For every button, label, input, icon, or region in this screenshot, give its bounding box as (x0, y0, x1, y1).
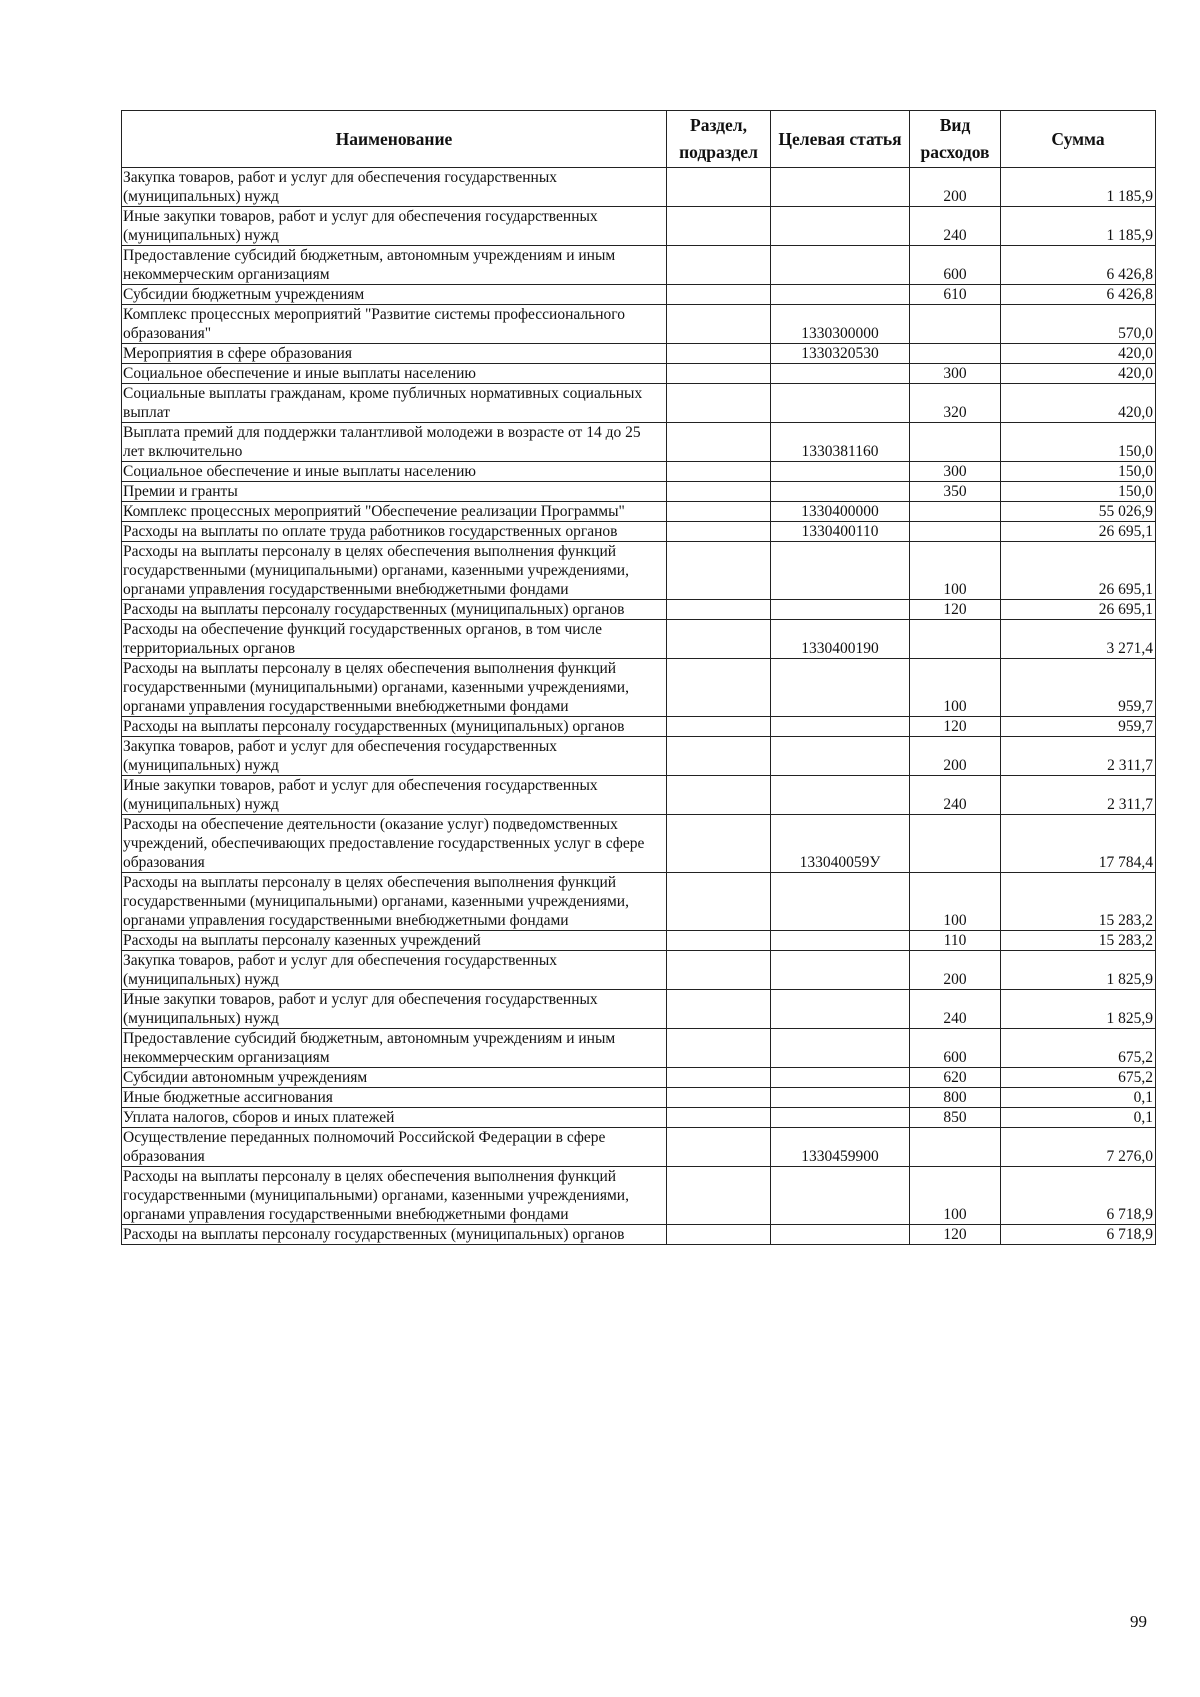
cell-sum: 6 718,9 (1001, 1167, 1156, 1225)
cell-name: Уплата налогов, сборов и иных платежей (122, 1108, 667, 1128)
cell-section (667, 384, 771, 423)
table-row (122, 717, 1156, 737)
cell-kind: 120 (910, 717, 1001, 737)
table-row (122, 620, 1156, 659)
cell-target: 1330300000 (771, 305, 910, 344)
table-row (122, 246, 1156, 285)
table-row (122, 990, 1156, 1029)
cell-kind (910, 815, 1001, 873)
cell-sum: 1 185,9 (1001, 168, 1156, 207)
cell-sum: 7 276,0 (1001, 1128, 1156, 1167)
cell-target (771, 990, 910, 1029)
cell-target (771, 659, 910, 717)
cell-section (667, 462, 771, 482)
cell-section (667, 737, 771, 776)
cell-target: 133040059У (771, 815, 910, 873)
cell-kind: 300 (910, 364, 1001, 384)
cell-name: Расходы на выплаты персоналу казенных учреждений (122, 931, 667, 951)
header-kind: Вид расходов (910, 111, 1001, 168)
header-target: Целевая статья (771, 111, 910, 168)
cell-kind: 610 (910, 285, 1001, 305)
table-row (122, 542, 1156, 600)
cell-section (667, 364, 771, 384)
header-sum: Сумма (1001, 111, 1156, 168)
cell-section (667, 168, 771, 207)
cell-kind: 350 (910, 482, 1001, 502)
header-section: Раздел, подраздел (667, 111, 771, 168)
table-row (122, 1128, 1156, 1167)
cell-target (771, 600, 910, 620)
table-row (122, 1225, 1156, 1245)
cell-section (667, 1029, 771, 1068)
cell-section (667, 482, 771, 502)
table-row (122, 600, 1156, 620)
cell-sum: 0,1 (1001, 1108, 1156, 1128)
cell-kind: 100 (910, 1167, 1001, 1225)
cell-section (667, 620, 771, 659)
cell-kind (910, 423, 1001, 462)
table-row (122, 305, 1156, 344)
table-row (122, 344, 1156, 364)
cell-sum: 420,0 (1001, 344, 1156, 364)
cell-section (667, 873, 771, 931)
cell-kind (910, 620, 1001, 659)
table-row (122, 1108, 1156, 1128)
cell-name: Социальные выплаты гражданам, кроме публичных нормативных социальных выплат (122, 384, 667, 423)
table-row (122, 423, 1156, 462)
cell-kind: 200 (910, 168, 1001, 207)
cell-name: Выплата премий для поддержки талантливой молодежи в возрасте от 14 до 25 лет включительно (122, 423, 667, 462)
cell-sum: 6 426,8 (1001, 246, 1156, 285)
cell-name: Комплекс процессных мероприятий "Обеспечение реализации Программы" (122, 502, 667, 522)
cell-section (667, 207, 771, 246)
cell-kind (910, 305, 1001, 344)
cell-target (771, 776, 910, 815)
cell-section (667, 1088, 771, 1108)
cell-section (667, 990, 771, 1029)
cell-section (667, 1068, 771, 1088)
cell-sum: 570,0 (1001, 305, 1156, 344)
cell-kind: 240 (910, 207, 1001, 246)
cell-sum: 959,7 (1001, 659, 1156, 717)
table-row (122, 659, 1156, 717)
cell-target (771, 207, 910, 246)
cell-name: Расходы на выплаты персоналу в целях обеспечения выполнения функций государственными (муниципальными) органами, казенными учреждениями, органами управления государственными внебюджетными фондами (122, 873, 667, 931)
table-row (122, 1167, 1156, 1225)
cell-kind (910, 522, 1001, 542)
table-row (122, 207, 1156, 246)
cell-target: 1330400110 (771, 522, 910, 542)
cell-section (667, 951, 771, 990)
cell-kind: 200 (910, 951, 1001, 990)
table-row (122, 502, 1156, 522)
cell-sum: 15 283,2 (1001, 873, 1156, 931)
table-header (122, 111, 1156, 168)
table-row (122, 285, 1156, 305)
cell-kind: 600 (910, 1029, 1001, 1068)
cell-section (667, 246, 771, 285)
cell-sum: 1 185,9 (1001, 207, 1156, 246)
cell-name: Расходы на выплаты по оплате труда работников государственных органов (122, 522, 667, 542)
cell-sum: 6 426,8 (1001, 285, 1156, 305)
table-row (122, 873, 1156, 931)
cell-target (771, 1167, 910, 1225)
cell-kind: 850 (910, 1108, 1001, 1128)
cell-sum: 26 695,1 (1001, 600, 1156, 620)
cell-name: Закупка товаров, работ и услуг для обеспечения государственных (муниципальных) нужд (122, 168, 667, 207)
cell-section (667, 931, 771, 951)
cell-section (667, 522, 771, 542)
table-body (122, 168, 1156, 1245)
cell-target: 1330400190 (771, 620, 910, 659)
cell-sum: 6 718,9 (1001, 1225, 1156, 1245)
cell-name: Расходы на обеспечение деятельности (оказание услуг) подведомственных учреждений, обеспечивающих предоставление государственных услуг в сфере образования (122, 815, 667, 873)
cell-target (771, 246, 910, 285)
cell-name: Иные закупки товаров, работ и услуг для обеспечения государственных (муниципальных) нужд (122, 776, 667, 815)
page-number: 99 (1130, 1612, 1147, 1631)
cell-target (771, 951, 910, 990)
cell-target (771, 873, 910, 931)
table-row (122, 737, 1156, 776)
table-row (122, 776, 1156, 815)
header-name: Наименование (122, 111, 667, 168)
table-row (122, 522, 1156, 542)
cell-name: Комплекс процессных мероприятий "Развитие системы профессионального образования" (122, 305, 667, 344)
header-row (122, 111, 1156, 168)
table-row (122, 815, 1156, 873)
table-row (122, 1029, 1156, 1068)
cell-target: 1330400000 (771, 502, 910, 522)
cell-target (771, 285, 910, 305)
cell-section (667, 423, 771, 462)
cell-kind: 300 (910, 462, 1001, 482)
cell-name: Социальное обеспечение и иные выплаты населению (122, 462, 667, 482)
cell-kind (910, 344, 1001, 364)
cell-kind: 200 (910, 737, 1001, 776)
cell-sum: 150,0 (1001, 423, 1156, 462)
cell-section (667, 285, 771, 305)
table-row (122, 1068, 1156, 1088)
cell-name: Иные бюджетные ассигнования (122, 1088, 667, 1108)
table-row (122, 931, 1156, 951)
cell-target (771, 168, 910, 207)
cell-name: Закупка товаров, работ и услуг для обеспечения государственных (муниципальных) нужд (122, 951, 667, 990)
cell-name: Предоставление субсидий бюджетным, автономным учреждениям и иным некоммерческим организациям (122, 246, 667, 285)
cell-section (667, 1108, 771, 1128)
cell-section (667, 542, 771, 600)
cell-target (771, 542, 910, 600)
cell-target (771, 737, 910, 776)
cell-section (667, 1128, 771, 1167)
cell-sum: 2 311,7 (1001, 776, 1156, 815)
cell-section (667, 502, 771, 522)
table-row (122, 462, 1156, 482)
cell-section (667, 344, 771, 364)
cell-name: Премии и гранты (122, 482, 667, 502)
cell-name: Расходы на выплаты персоналу в целях обеспечения выполнения функций государственными (муниципальными) органами, казенными учреждениями, органами управления государственными внебюджетными фондами (122, 542, 667, 600)
cell-target (771, 462, 910, 482)
cell-target (771, 1108, 910, 1128)
cell-name: Мероприятия в сфере образования (122, 344, 667, 364)
cell-name: Расходы на выплаты персоналу государственных (муниципальных) органов (122, 717, 667, 737)
cell-target (771, 482, 910, 502)
table-row (122, 384, 1156, 423)
cell-kind: 240 (910, 990, 1001, 1029)
table-row (122, 364, 1156, 384)
cell-section (667, 1167, 771, 1225)
cell-kind: 800 (910, 1088, 1001, 1108)
cell-name: Осуществление переданных полномочий Российской Федерации в сфере образования (122, 1128, 667, 1167)
cell-kind: 120 (910, 600, 1001, 620)
cell-section (667, 600, 771, 620)
cell-target (771, 717, 910, 737)
cell-kind: 110 (910, 931, 1001, 951)
cell-sum: 26 695,1 (1001, 522, 1156, 542)
cell-sum: 26 695,1 (1001, 542, 1156, 600)
cell-section (667, 659, 771, 717)
cell-kind: 240 (910, 776, 1001, 815)
cell-kind (910, 502, 1001, 522)
cell-sum: 1 825,9 (1001, 951, 1156, 990)
table-row (122, 951, 1156, 990)
cell-target (771, 364, 910, 384)
cell-kind: 620 (910, 1068, 1001, 1088)
cell-sum: 2 311,7 (1001, 737, 1156, 776)
cell-target (771, 1068, 910, 1088)
cell-name: Предоставление субсидий бюджетным, автономным учреждениям и иным некоммерческим организациям (122, 1029, 667, 1068)
cell-name: Расходы на обеспечение функций государственных органов, в том числе территориальных органов (122, 620, 667, 659)
budget-table (121, 110, 1156, 1245)
cell-kind: 600 (910, 246, 1001, 285)
cell-kind: 120 (910, 1225, 1001, 1245)
cell-section (667, 776, 771, 815)
cell-kind (910, 1128, 1001, 1167)
cell-sum: 420,0 (1001, 384, 1156, 423)
cell-name: Расходы на выплаты персоналу в целях обеспечения выполнения функций государственными (муниципальными) органами, казенными учреждениями, органами управления государственными внебюджетными фондами (122, 1167, 667, 1225)
cell-name: Расходы на выплаты персоналу в целях обеспечения выполнения функций государственными (муниципальными) органами, казенными учреждениями, органами управления государственными внебюджетными фондами (122, 659, 667, 717)
cell-sum: 150,0 (1001, 462, 1156, 482)
cell-target: 1330381160 (771, 423, 910, 462)
cell-name: Иные закупки товаров, работ и услуг для обеспечения государственных (муниципальных) нужд (122, 207, 667, 246)
cell-sum: 420,0 (1001, 364, 1156, 384)
cell-name: Иные закупки товаров, работ и услуг для обеспечения государственных (муниципальных) нужд (122, 990, 667, 1029)
cell-name: Закупка товаров, работ и услуг для обеспечения государственных (муниципальных) нужд (122, 737, 667, 776)
cell-target: 1330459900 (771, 1128, 910, 1167)
table-row (122, 168, 1156, 207)
cell-sum: 675,2 (1001, 1068, 1156, 1088)
cell-name: Субсидии автономным учреждениям (122, 1068, 667, 1088)
cell-sum: 150,0 (1001, 482, 1156, 502)
cell-section (667, 1225, 771, 1245)
cell-target (771, 384, 910, 423)
cell-sum: 3 271,4 (1001, 620, 1156, 659)
table-row (122, 1088, 1156, 1108)
cell-name: Социальное обеспечение и иные выплаты населению (122, 364, 667, 384)
cell-name: Расходы на выплаты персоналу государственных (муниципальных) органов (122, 1225, 667, 1245)
cell-sum: 17 784,4 (1001, 815, 1156, 873)
cell-sum: 55 026,9 (1001, 502, 1156, 522)
cell-target (771, 1225, 910, 1245)
cell-section (667, 815, 771, 873)
cell-target: 1330320530 (771, 344, 910, 364)
cell-target (771, 931, 910, 951)
cell-sum: 15 283,2 (1001, 931, 1156, 951)
cell-target (771, 1088, 910, 1108)
cell-section (667, 305, 771, 344)
cell-name: Субсидии бюджетным учреждениям (122, 285, 667, 305)
cell-sum: 675,2 (1001, 1029, 1156, 1068)
cell-section (667, 717, 771, 737)
cell-kind: 100 (910, 659, 1001, 717)
cell-sum: 0,1 (1001, 1088, 1156, 1108)
table-row (122, 482, 1156, 502)
cell-kind: 320 (910, 384, 1001, 423)
cell-kind: 100 (910, 542, 1001, 600)
cell-sum: 959,7 (1001, 717, 1156, 737)
cell-sum: 1 825,9 (1001, 990, 1156, 1029)
cell-name: Расходы на выплаты персоналу государственных (муниципальных) органов (122, 600, 667, 620)
cell-kind: 100 (910, 873, 1001, 931)
cell-target (771, 1029, 910, 1068)
